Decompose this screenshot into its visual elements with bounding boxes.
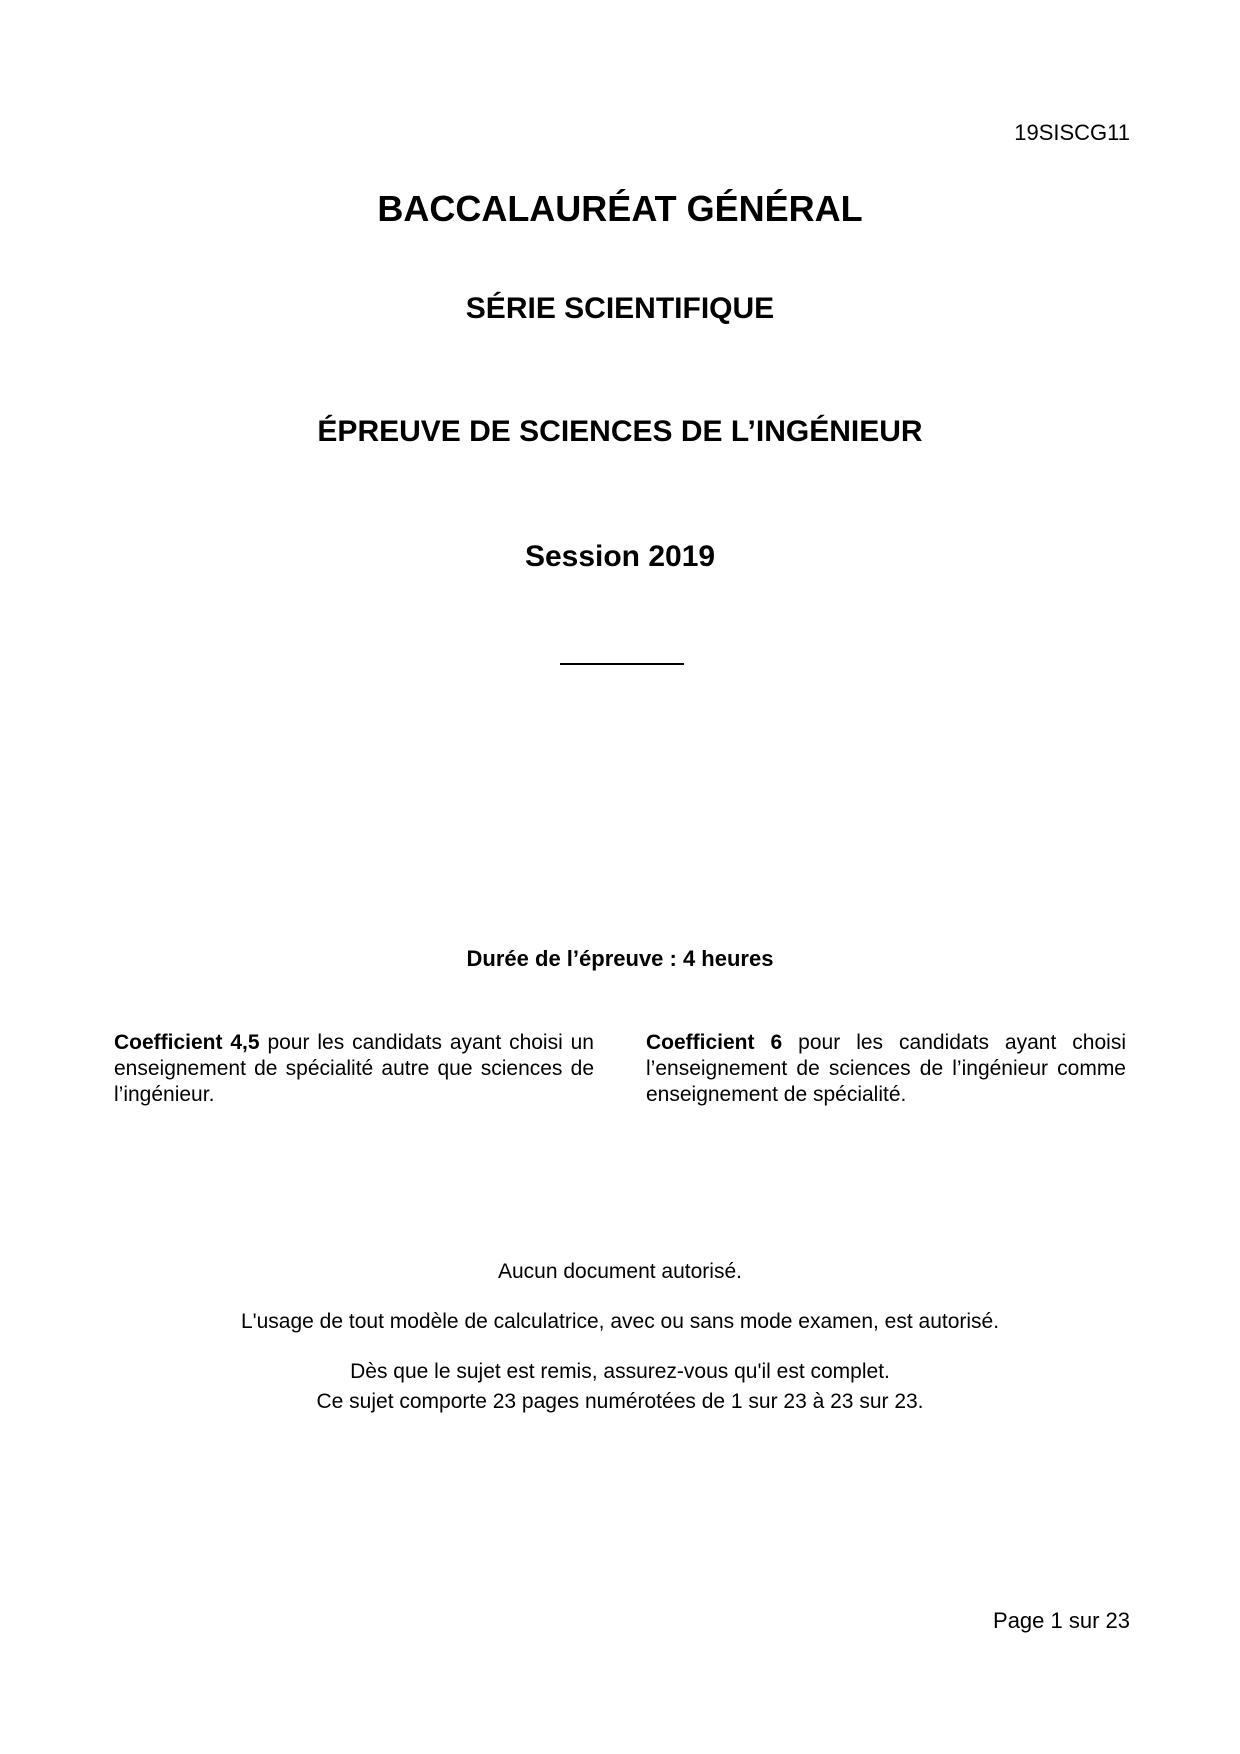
coefficient-left — [114, 1030, 594, 1108]
exam-title: BACCALAURÉAT GÉNÉRAL — [377, 188, 863, 229]
exam-session: Session 2019 — [524, 540, 716, 573]
coefficient-left-bold: Coefficient 4,5 — [114, 1031, 260, 1054]
instruction-documents: Aucun document autorisé. — [498, 1260, 742, 1283]
coefficient-left-text: pour les candidats ayant choisi un enseignement de spécialité autre que sciences de l’ingénieur. — [114, 1031, 594, 1106]
subject-code: 19SISCG11 — [1014, 120, 1130, 145]
coefficient-right-text: pour les candidats ayant choisi l’enseignement de sciences de l’ingénieur comme enseignement de spécialité. — [646, 1031, 1126, 1106]
coefficient-right-bold: Coefficient 6 — [646, 1031, 783, 1054]
instruction-calculator: L'usage de tout modèle de calculatrice, avec ou sans mode examen, est autorisé. — [240, 1310, 1000, 1333]
exam-duration: Durée de l’épreuve : 4 heures — [466, 946, 774, 971]
instruction-page-count: Ce sujet comporte 23 pages numérotées de 1 sur 23 à 23 sur 23. — [316, 1390, 924, 1413]
instruction-completeness: Dès que le sujet est remis, assurez-vous qu'il est complet. — [350, 1360, 890, 1383]
exam-subject: ÉPREUVE DE SCIENCES DE L’INGÉNIEUR — [317, 415, 923, 448]
title-separator — [560, 663, 684, 665]
coefficient-right — [646, 1030, 1126, 1108]
page-number: Page 1 sur 23 — [993, 1608, 1130, 1633]
exam-series: SÉRIE SCIENTIFIQUE — [465, 292, 775, 325]
